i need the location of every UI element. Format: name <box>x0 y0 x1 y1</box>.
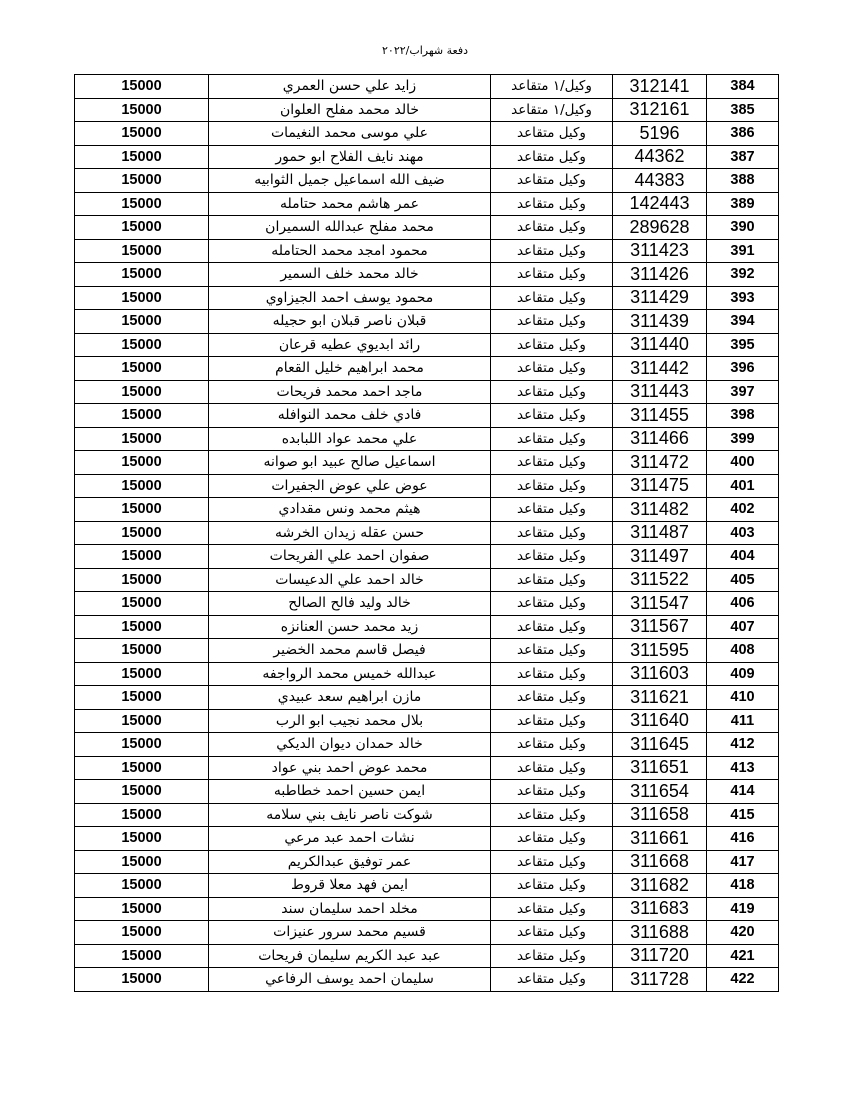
amount-cell: 15000 <box>75 145 209 169</box>
amount-cell: 15000 <box>75 803 209 827</box>
name-cell: مهند نايف الفلاح ابو حمور <box>209 145 491 169</box>
rank-cell: وكيل متقاعد <box>491 169 613 193</box>
table-row <box>75 145 779 169</box>
table-row <box>75 545 779 569</box>
id-number-cell: 311682 <box>613 874 707 898</box>
table-row <box>75 827 779 851</box>
sequence-number-cell: 392 <box>707 263 779 287</box>
id-number-cell: 311455 <box>613 404 707 428</box>
amount-cell: 15000 <box>75 568 209 592</box>
table-row <box>75 662 779 686</box>
table-row <box>75 803 779 827</box>
rank-cell: وكيل متقاعد <box>491 451 613 475</box>
name-cell: صفوان احمد علي الفريحات <box>209 545 491 569</box>
table-row <box>75 98 779 122</box>
rank-cell: وكيل متقاعد <box>491 944 613 968</box>
table-row <box>75 639 779 663</box>
sequence-number-cell: 413 <box>707 756 779 780</box>
amount-cell: 15000 <box>75 498 209 522</box>
id-number-cell: 311466 <box>613 427 707 451</box>
name-cell: خالد حمدان ديوان الديكي <box>209 733 491 757</box>
table-row <box>75 733 779 757</box>
table-row <box>75 874 779 898</box>
amount-cell: 15000 <box>75 357 209 381</box>
rank-cell: وكيل متقاعد <box>491 733 613 757</box>
name-cell: محمد عوض احمد بني عواد <box>209 756 491 780</box>
id-number-cell: 311640 <box>613 709 707 733</box>
name-cell: قسيم محمد سرور عنيزات <box>209 921 491 945</box>
amount-cell: 15000 <box>75 427 209 451</box>
amount-cell: 15000 <box>75 733 209 757</box>
amount-cell: 15000 <box>75 75 209 99</box>
sequence-number-cell: 408 <box>707 639 779 663</box>
rank-cell: وكيل متقاعد <box>491 568 613 592</box>
id-number-cell: 5196 <box>613 122 707 146</box>
name-cell: عمر توفيق عبدالكريم <box>209 850 491 874</box>
sequence-number-cell: 391 <box>707 239 779 263</box>
amount-cell: 15000 <box>75 98 209 122</box>
table-row <box>75 263 779 287</box>
name-cell: ماجد احمد محمد فريحات <box>209 380 491 404</box>
id-number-cell: 311683 <box>613 897 707 921</box>
rank-cell: وكيل متقاعد <box>491 850 613 874</box>
amount-cell: 15000 <box>75 545 209 569</box>
table-row <box>75 216 779 240</box>
name-cell: نشات احمد عبد مرعي <box>209 827 491 851</box>
sequence-number-cell: 415 <box>707 803 779 827</box>
amount-cell: 15000 <box>75 921 209 945</box>
id-number-cell: 311426 <box>613 263 707 287</box>
table-row <box>75 333 779 357</box>
rank-cell: وكيل متقاعد <box>491 921 613 945</box>
amount-cell: 15000 <box>75 216 209 240</box>
amount-cell: 15000 <box>75 333 209 357</box>
amount-cell: 15000 <box>75 756 209 780</box>
table-row <box>75 686 779 710</box>
id-number-cell: 311728 <box>613 968 707 992</box>
rank-cell: وكيل متقاعد <box>491 780 613 804</box>
sequence-number-cell: 417 <box>707 850 779 874</box>
id-number-cell: 311482 <box>613 498 707 522</box>
table-row <box>75 756 779 780</box>
table-row <box>75 592 779 616</box>
sequence-number-cell: 386 <box>707 122 779 146</box>
name-cell: علي موسى محمد النغيمات <box>209 122 491 146</box>
id-number-cell: 311661 <box>613 827 707 851</box>
table-row <box>75 239 779 263</box>
id-number-cell: 311720 <box>613 944 707 968</box>
amount-cell: 15000 <box>75 592 209 616</box>
id-number-cell: 289628 <box>613 216 707 240</box>
table-row <box>75 615 779 639</box>
id-number-cell: 311645 <box>613 733 707 757</box>
name-cell: بلال محمد نجيب ابو الرب <box>209 709 491 733</box>
amount-cell: 15000 <box>75 968 209 992</box>
rank-cell: وكيل متقاعد <box>491 874 613 898</box>
id-number-cell: 312141 <box>613 75 707 99</box>
name-cell: رائد ابديوي عطيه قرعان <box>209 333 491 357</box>
amount-cell: 15000 <box>75 944 209 968</box>
rank-cell: وكيل متقاعد <box>491 357 613 381</box>
sequence-number-cell: 418 <box>707 874 779 898</box>
id-number-cell: 312161 <box>613 98 707 122</box>
amount-cell: 15000 <box>75 709 209 733</box>
sequence-number-cell: 395 <box>707 333 779 357</box>
name-cell: شوكت ناصر نايف بني سلامه <box>209 803 491 827</box>
rank-cell: وكيل متقاعد <box>491 239 613 263</box>
sequence-number-cell: 412 <box>707 733 779 757</box>
rank-cell: وكيل متقاعد <box>491 803 613 827</box>
name-cell: مخلد احمد سليمان سند <box>209 897 491 921</box>
rank-cell: وكيل متقاعد <box>491 686 613 710</box>
table-row <box>75 709 779 733</box>
id-number-cell: 44383 <box>613 169 707 193</box>
sequence-number-cell: 398 <box>707 404 779 428</box>
rank-cell: وكيل متقاعد <box>491 216 613 240</box>
rank-cell: وكيل متقاعد <box>491 639 613 663</box>
name-cell: هيثم محمد ونس مقدادي <box>209 498 491 522</box>
name-cell: عبد عبد الكريم سليمان فريحات <box>209 944 491 968</box>
sequence-number-cell: 397 <box>707 380 779 404</box>
payment-table-container <box>74 74 778 992</box>
rank-cell: وكيل متقاعد <box>491 404 613 428</box>
rank-cell: وكيل متقاعد <box>491 263 613 287</box>
rank-cell: وكيل/١ متقاعد <box>491 98 613 122</box>
sequence-number-cell: 403 <box>707 521 779 545</box>
id-number-cell: 311475 <box>613 474 707 498</box>
amount-cell: 15000 <box>75 615 209 639</box>
sequence-number-cell: 407 <box>707 615 779 639</box>
table-row <box>75 474 779 498</box>
rank-cell: وكيل/١ متقاعد <box>491 75 613 99</box>
id-number-cell: 311429 <box>613 286 707 310</box>
sequence-number-cell: 384 <box>707 75 779 99</box>
name-cell: خالد محمد مفلح العلوان <box>209 98 491 122</box>
sequence-number-cell: 390 <box>707 216 779 240</box>
name-cell: زيد محمد حسن العنانزه <box>209 615 491 639</box>
payment-table-body <box>75 75 779 992</box>
amount-cell: 15000 <box>75 192 209 216</box>
name-cell: محمود يوسف احمد الجيزاوي <box>209 286 491 310</box>
rank-cell: وكيل متقاعد <box>491 592 613 616</box>
sequence-number-cell: 388 <box>707 169 779 193</box>
sequence-number-cell: 406 <box>707 592 779 616</box>
table-row <box>75 192 779 216</box>
amount-cell: 15000 <box>75 404 209 428</box>
sequence-number-cell: 411 <box>707 709 779 733</box>
name-cell: ايمن حسين احمد خطاطبه <box>209 780 491 804</box>
id-number-cell: 142443 <box>613 192 707 216</box>
name-cell: قبلان ناصر قبلان ابو حجيله <box>209 310 491 334</box>
table-row <box>75 850 779 874</box>
sequence-number-cell: 416 <box>707 827 779 851</box>
page-title: دفعة شهراب/٢٠٢٢ <box>382 44 468 57</box>
id-number-cell: 311621 <box>613 686 707 710</box>
name-cell: محمد ابراهيم خليل القعام <box>209 357 491 381</box>
rank-cell: وكيل متقاعد <box>491 968 613 992</box>
id-number-cell: 311651 <box>613 756 707 780</box>
sequence-number-cell: 409 <box>707 662 779 686</box>
id-number-cell: 311439 <box>613 310 707 334</box>
name-cell: حسن عقله زيدان الخرشه <box>209 521 491 545</box>
table-row <box>75 380 779 404</box>
rank-cell: وكيل متقاعد <box>491 545 613 569</box>
amount-cell: 15000 <box>75 451 209 475</box>
id-number-cell: 311567 <box>613 615 707 639</box>
name-cell: عبدالله خميس محمد الرواجفه <box>209 662 491 686</box>
sequence-number-cell: 396 <box>707 357 779 381</box>
id-number-cell: 311547 <box>613 592 707 616</box>
id-number-cell: 311423 <box>613 239 707 263</box>
sequence-number-cell: 402 <box>707 498 779 522</box>
sequence-number-cell: 414 <box>707 780 779 804</box>
id-number-cell: 311442 <box>613 357 707 381</box>
table-row <box>75 921 779 945</box>
name-cell: فادي خلف محمد النوافله <box>209 404 491 428</box>
name-cell: علي محمد عواد اللبابده <box>209 427 491 451</box>
rank-cell: وكيل متقاعد <box>491 286 613 310</box>
sequence-number-cell: 394 <box>707 310 779 334</box>
table-row <box>75 122 779 146</box>
rank-cell: وكيل متقاعد <box>491 192 613 216</box>
rank-cell: وكيل متقاعد <box>491 709 613 733</box>
name-cell: عوض علي عوض الجفيرات <box>209 474 491 498</box>
table-row <box>75 944 779 968</box>
sequence-number-cell: 422 <box>707 968 779 992</box>
sequence-number-cell: 399 <box>707 427 779 451</box>
name-cell: فيصل قاسم محمد الخضير <box>209 639 491 663</box>
name-cell: ايمن فهد معلا قروط <box>209 874 491 898</box>
rank-cell: وكيل متقاعد <box>491 498 613 522</box>
sequence-number-cell: 420 <box>707 921 779 945</box>
table-row <box>75 357 779 381</box>
table-row <box>75 310 779 334</box>
id-number-cell: 311654 <box>613 780 707 804</box>
id-number-cell: 311688 <box>613 921 707 945</box>
rank-cell: وكيل متقاعد <box>491 474 613 498</box>
table-row <box>75 568 779 592</box>
sequence-number-cell: 410 <box>707 686 779 710</box>
amount-cell: 15000 <box>75 639 209 663</box>
amount-cell: 15000 <box>75 686 209 710</box>
table-row <box>75 169 779 193</box>
table-row <box>75 451 779 475</box>
id-number-cell: 311440 <box>613 333 707 357</box>
name-cell: محمود امجد محمد الحتامله <box>209 239 491 263</box>
table-row <box>75 897 779 921</box>
sequence-number-cell: 419 <box>707 897 779 921</box>
sequence-number-cell: 385 <box>707 98 779 122</box>
amount-cell: 15000 <box>75 474 209 498</box>
payment-table <box>74 74 779 992</box>
id-number-cell: 311658 <box>613 803 707 827</box>
amount-cell: 15000 <box>75 874 209 898</box>
table-row <box>75 968 779 992</box>
name-cell: اسماعيل صالح عبيد ابو صوانه <box>209 451 491 475</box>
name-cell: محمد مفلح عبدالله السميران <box>209 216 491 240</box>
table-row <box>75 780 779 804</box>
sequence-number-cell: 389 <box>707 192 779 216</box>
rank-cell: وكيل متقاعد <box>491 521 613 545</box>
sequence-number-cell: 401 <box>707 474 779 498</box>
sequence-number-cell: 405 <box>707 568 779 592</box>
sequence-number-cell: 400 <box>707 451 779 475</box>
rank-cell: وكيل متقاعد <box>491 756 613 780</box>
rank-cell: وكيل متقاعد <box>491 380 613 404</box>
rank-cell: وكيل متقاعد <box>491 662 613 686</box>
table-row <box>75 404 779 428</box>
amount-cell: 15000 <box>75 897 209 921</box>
amount-cell: 15000 <box>75 169 209 193</box>
rank-cell: وكيل متقاعد <box>491 122 613 146</box>
rank-cell: وكيل متقاعد <box>491 145 613 169</box>
name-cell: مازن ابراهيم سعد عبيدي <box>209 686 491 710</box>
table-row <box>75 286 779 310</box>
amount-cell: 15000 <box>75 122 209 146</box>
id-number-cell: 311522 <box>613 568 707 592</box>
name-cell: خالد محمد خلف السمير <box>209 263 491 287</box>
id-number-cell: 311595 <box>613 639 707 663</box>
id-number-cell: 311472 <box>613 451 707 475</box>
amount-cell: 15000 <box>75 850 209 874</box>
rank-cell: وكيل متقاعد <box>491 310 613 334</box>
id-number-cell: 44362 <box>613 145 707 169</box>
rank-cell: وكيل متقاعد <box>491 615 613 639</box>
rank-cell: وكيل متقاعد <box>491 897 613 921</box>
name-cell: ضيف الله اسماعيل جميل الثوابيه <box>209 169 491 193</box>
amount-cell: 15000 <box>75 827 209 851</box>
id-number-cell: 311603 <box>613 662 707 686</box>
id-number-cell: 311487 <box>613 521 707 545</box>
amount-cell: 15000 <box>75 380 209 404</box>
sequence-number-cell: 387 <box>707 145 779 169</box>
amount-cell: 15000 <box>75 286 209 310</box>
sequence-number-cell: 393 <box>707 286 779 310</box>
id-number-cell: 311497 <box>613 545 707 569</box>
rank-cell: وكيل متقاعد <box>491 827 613 851</box>
amount-cell: 15000 <box>75 521 209 545</box>
amount-cell: 15000 <box>75 310 209 334</box>
amount-cell: 15000 <box>75 263 209 287</box>
rank-cell: وكيل متقاعد <box>491 333 613 357</box>
rank-cell: وكيل متقاعد <box>491 427 613 451</box>
amount-cell: 15000 <box>75 662 209 686</box>
table-row <box>75 75 779 99</box>
name-cell: خالد وليد فالح الصالح <box>209 592 491 616</box>
id-number-cell: 311668 <box>613 850 707 874</box>
amount-cell: 15000 <box>75 239 209 263</box>
sequence-number-cell: 421 <box>707 944 779 968</box>
sequence-number-cell: 404 <box>707 545 779 569</box>
table-row <box>75 427 779 451</box>
table-row <box>75 498 779 522</box>
name-cell: سليمان احمد يوسف الرفاعي <box>209 968 491 992</box>
amount-cell: 15000 <box>75 780 209 804</box>
name-cell: عمر هاشم محمد حتامله <box>209 192 491 216</box>
name-cell: زايد علي حسن العمري <box>209 75 491 99</box>
table-row <box>75 521 779 545</box>
name-cell: خالد احمد علي الدعيسات <box>209 568 491 592</box>
id-number-cell: 311443 <box>613 380 707 404</box>
